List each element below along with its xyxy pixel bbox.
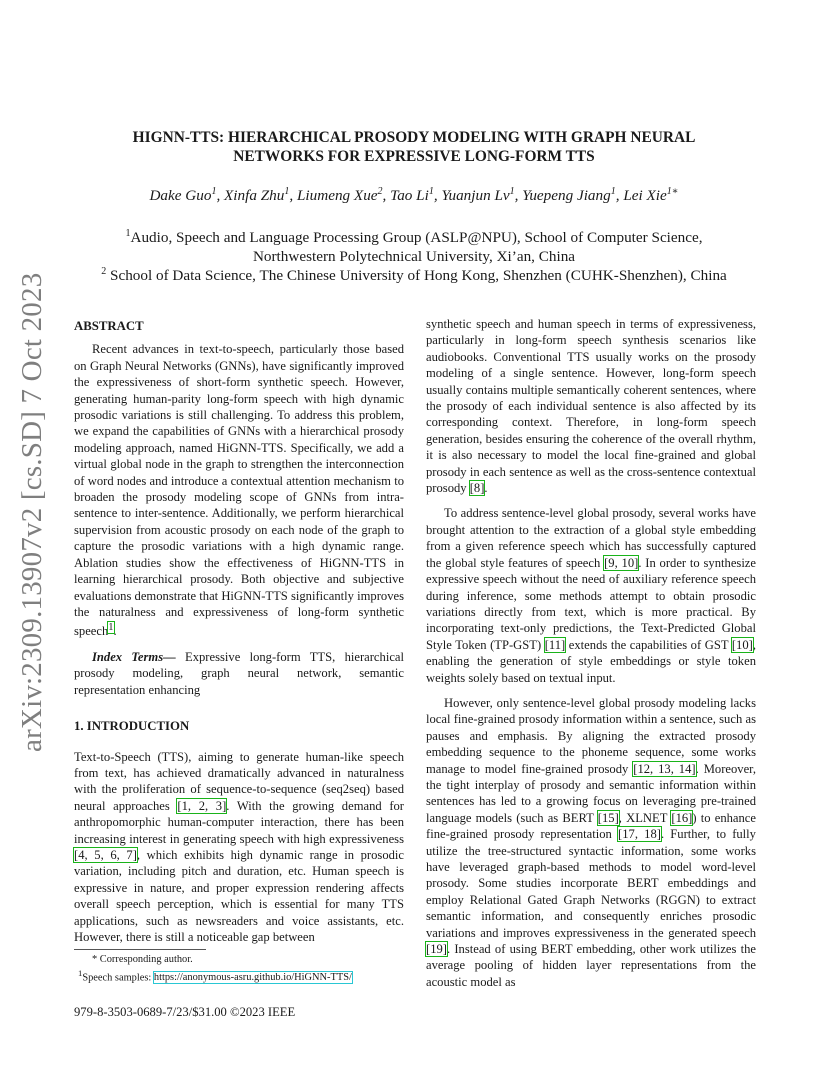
right-paragraph-1	[426, 316, 756, 496]
right-p3-text-e: . Further, to fully utilize the tree-structured syntactic information, some works have leveraged graph-based methods to model word-level prosody. Some studies incorporate BERT embeddings and employ Relational Gated Graph Networks (RGGN) to extract semantic information, and consequently enriches prosodic variations and improves expressiveness in the generated speech	[426, 827, 756, 940]
speech-samples-link[interactable]: https://anonymous-asru.github.io/HiGNN-TTS/	[153, 972, 352, 984]
author-affiliation-mark: 1	[509, 186, 515, 197]
intro-p1-text-a: Text-to-Speech (TTS), aiming to generate human-like speech from text, has achieved dramatically advanced in naturalness with the proliferation of sequence-to-sequence (seq2seq) based neural approaches	[74, 749, 404, 813]
right-p3-text-b: . Moreover, the tight interplay of prosody and semantic information within sentences has led to a growing focus on leveraging pre-trained language models (such as BERT	[426, 761, 756, 825]
author-affiliation-mark: 1	[284, 186, 290, 197]
author-name: Dake Guo	[149, 187, 212, 205]
isbn-copyright: 979-8-3503-0689-7/23/$31.00 ©2023 IEEE	[74, 1005, 296, 1019]
citation-link[interactable]: [17, 18]	[618, 827, 661, 842]
intro-p1-text-b: . With the growing demand for anthropomorphic human-computer interaction, there has been increasing interest in generating speech with high expressiveness	[74, 798, 405, 846]
right-p3-text-c: , XLNET	[618, 810, 672, 825]
author-name: Lei Xie	[623, 187, 667, 205]
footnote-corresponding-author: * Corresponding author.	[92, 954, 193, 965]
affil-2-mark: 2	[101, 266, 107, 277]
index-terms-label: Index Terms—	[92, 649, 176, 664]
citation-link[interactable]: [8]	[469, 481, 485, 496]
right-p3-text-a: However, only sentence-level global prosody modeling lacks local fine-grained prosody information within a sentence, such as pauses and emphasis. By aligning the extracted prosody embedding sequence to the phoneme sequence, some works manage to model fine-grained prosody	[426, 695, 756, 776]
author-list: Dake Guo$^1$, Xinfa Zhu$^1$, Liumeng Xue$^2$, Tao Li$^1$, Yuanjun Lv$^1$, Yuepeng Jiang$^1$, Lei Xie$^{1∗}$	[149, 186, 679, 205]
paper-title	[80, 128, 748, 166]
introduction-heading: 1. INTRODUCTION	[74, 719, 190, 734]
affil-2-text: School of Data Science, The Chinese University of Hong Kong, Shenzhen (CUHK-Shenzhen), China	[106, 267, 727, 285]
right-paragraph-2	[426, 505, 756, 685]
index-terms-text: Expressive long-form TTS, hierarchical prosody modeling, graph neural network, semantic representation enhancing	[74, 649, 404, 697]
right-paragraph-3	[426, 695, 756, 990]
affil-1-mark: 1	[125, 228, 131, 239]
right-p2-text-b: . In order to synthesize expressive speech without the need of auxiliary reference speech during inference, some methods attempt to obtain prosodic variations directly from text, which is more practical. By incorporating text-only predictions, the Text-Predicted Global Style Token (TP-GST)	[426, 555, 756, 652]
author-name: Yuanjun Lv	[441, 187, 510, 205]
citation-link[interactable]: [19]	[426, 942, 447, 957]
footnote-1-mark: 1	[78, 968, 83, 978]
arxiv-identifier-stamp: arXiv:2309.13907v2 [cs.SD] 7 Oct 2023	[16, 272, 48, 752]
right-p3-text-f: . Instead of using BERT embedding, other work utilizes the average pooling of hidden layer representations from the acoustic model as	[426, 942, 756, 989]
abstract-text: Recent advances in text-to-speech, particularly those based on Graph Neural Networks (GNNs), have significantly improved the expressiveness of short-form synthetic speech. However, generating human-parity long-form speech with high dynamic prosodic variations is still challenging. To address this problem, we expand the capabilities of GNNs with a hierarchical prosody modeling approach, named HiGNN-TTS. Specifically, we add a virtual global node in the graph to strengthen the interconnection of word nodes and introduce a contextual attention mechanism to broaden the prosody modeling scope of GNNs from intra-sentence to inter-sentence. Additionally, we perform hierarchical supervision from acoustic prosody on each node of the graph to capture the prosodic variations with a high dynamic range. Ablation studies show the effectiveness of HiGNN-TTS in learning hierarchical prosody. Both objective and subjective evaluations demonstrate that HiGNN-TTS significantly improves the naturalness and expressiveness of long-form synthetic speech	[74, 342, 404, 639]
abstract-body: Recent advances in text-to-speech, particularly those based on Graph Neural Networks (GNNs), have significantly improved the expressiveness of short-form synthetic speech. However, generating human-parity long-form speech with high dynamic prosodic variations is still challenging. To address this problem, we expand the capabilities of GNNs with a hierarchical prosody modeling approach, named HiGNN-TTS. Specifically, we add a virtual global node in the graph to strengthen the interconnection of word nodes and introduce a contextual attention mechanism to broaden the prosody modeling scope of GNNs from intra-sentence to inter-sentence. Additionally, we perform hierarchical supervision from acoustic prosody on each node of the graph to capture the prosodic variations with a high dynamic range. Ablation studies show the effectiveness of HiGNN-TTS in learning hierarchical prosody. Both objective and subjective evaluations demonstrate that HiGNN-TTS significantly improves the naturalness and expressiveness of long-form synthetic speech$^1$.	[74, 342, 404, 639]
affil-1-line-2: Northwestern Polytechnical University, Xi’an, China	[252, 248, 576, 266]
author-affiliation-mark: 1	[610, 186, 616, 197]
citation-link[interactable]: [16]	[671, 810, 693, 825]
index-terms	[74, 649, 404, 698]
citation-link[interactable]: [15]	[597, 810, 619, 825]
citation-link[interactable]: [1, 2, 3]	[177, 798, 227, 813]
right-p1-end: .	[484, 481, 488, 496]
footnote-1-label: Speech samples:	[82, 972, 154, 984]
author-name: Tao Li	[390, 187, 429, 205]
intro-p1-text-c: , which exhibits high dynamic range in prosodic variation, including pitch and duration, etc. Human speech is expressive in nature, and proper expression rendering affects overall speech perception, which is essential for many TTS applications, such as newsreaders and voice assistants, etc. However, there is still a noticeable gap between	[74, 847, 404, 944]
right-column	[426, 316, 756, 990]
affil-1-line-1: Audio, Speech and Language Processing Group (ASLP@NPU), School of Computer Science,	[130, 229, 703, 247]
author-name: Liumeng Xue	[296, 187, 378, 205]
intro-paragraph-1	[74, 749, 404, 946]
right-p3-text-d: ) to enhance fine-grained prosody representation	[426, 810, 756, 842]
citation-link[interactable]: [4, 5, 6, 7]	[74, 847, 137, 862]
author-name: Yuepeng Jiang	[522, 187, 611, 205]
affiliation-1	[60, 224, 768, 266]
citation-link[interactable]: [10]	[731, 637, 753, 652]
title-line-1: HIGNN-TTS: HIERARCHICAL PROSODY MODELING WITH GRAPH NEURAL	[132, 129, 696, 146]
author-affiliation-mark: 1∗	[666, 186, 679, 197]
citation-link[interactable]: [11]	[544, 637, 566, 652]
left-column	[74, 318, 404, 945]
right-p2-text-c: extends the capabilities of GST	[565, 637, 732, 652]
abstract-footnote-link[interactable]: 1	[108, 622, 114, 634]
author-affiliation-mark: 2	[377, 186, 383, 197]
author-name: Xinfa Zhu	[224, 187, 285, 205]
right-p1-text: synthetic speech and human speech in terms of expressiveness, particularly in long-form speech synthesis scenarios like audiobooks. Conventional TTS usually works on the prosody modeling of a single sentence. However, long-form speech usually contains multiple semantically coherent sentences, where the prosody of each individual sentence is also affected by its corresponding context. Therefore, in long-form speech generation, besides ensuring the coherence of the overall rhythm, it is also necessary to model the local fine-grained and global prosody in each sentence as well as the cross-sentence contextual prosody	[426, 317, 756, 496]
author-affiliation-mark: 1	[428, 186, 434, 197]
author-affiliation-mark: 1	[211, 186, 217, 197]
abstract-heading: ABSTRACT	[74, 319, 144, 333]
right-p2-text-d: , enabling the generation of style embeddings or style token weights solely based on textual input.	[426, 637, 756, 685]
footnote-divider	[74, 949, 206, 950]
footnote-speech-samples	[78, 967, 352, 984]
citation-link[interactable]: [12, 13, 14]	[633, 761, 696, 776]
title-line-2: NETWORKS FOR EXPRESSIVE LONG-FORM TTS	[233, 148, 595, 165]
citation-link[interactable]: [9, 10]	[604, 555, 639, 570]
affiliation-2	[60, 262, 768, 285]
right-p2-text-a: To address sentence-level global prosody, several works have brought attention to the extraction of a global style embedding from a given reference speech which has successfully captured the global style features of speech	[426, 506, 756, 570]
